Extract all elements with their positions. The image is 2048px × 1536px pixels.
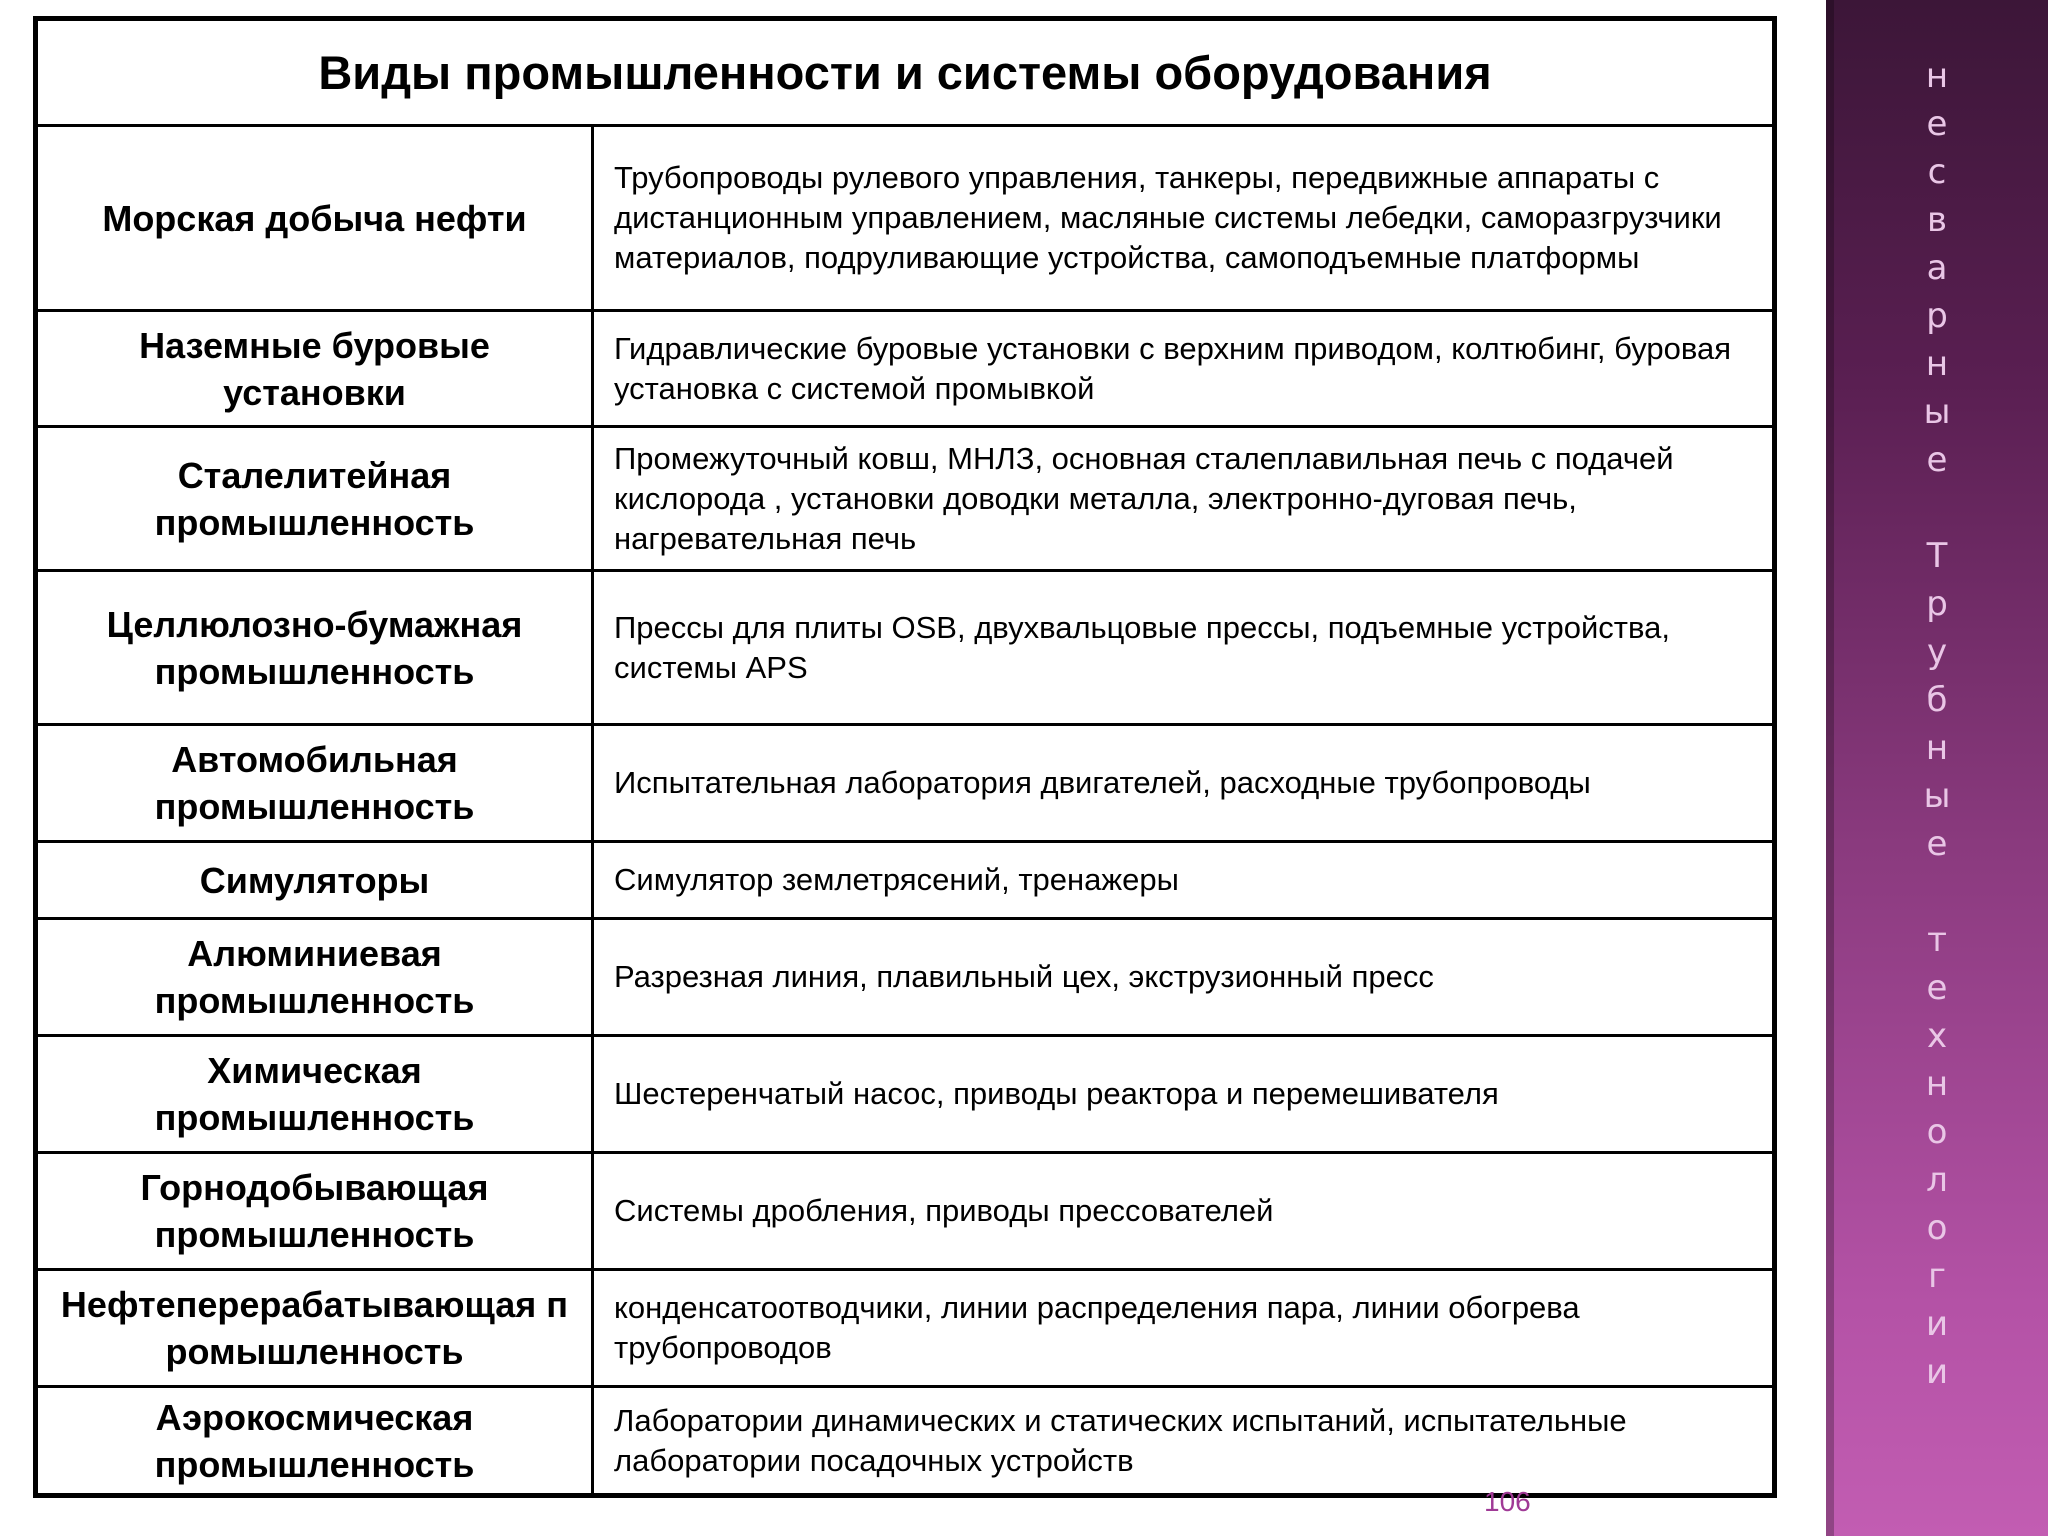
page-number: 106 — [1484, 1486, 1531, 1517]
industry-cell: Морская добыча нефти — [38, 127, 594, 309]
table-row — [38, 1388, 1772, 1493]
table-row — [38, 1037, 1772, 1154]
equipment-cell: Гидравлические буровые установки с верхним приводом, колтюбинг, буровая установка с системой промывкой — [614, 330, 1732, 406]
vertical-caption-char: а — [1926, 248, 1948, 288]
industry-cell: Симуляторы — [38, 843, 594, 917]
vertical-caption-char: н — [1925, 1064, 1949, 1104]
vertical-caption-char: р — [1926, 296, 1948, 336]
vertical-caption — [1826, 52, 2048, 1396]
vertical-caption-char: л — [1926, 1160, 1948, 1200]
equipment-cell: Лаборатории динамических и статических испытаний, испытательные лаборатории посадочных устройств — [614, 1402, 1627, 1478]
industry-cell: Химическая промышленность — [38, 1037, 594, 1151]
vertical-caption-char: н — [1925, 728, 1949, 768]
equipment-cell: Системы дробления, приводы прессователей — [614, 1193, 1274, 1228]
vertical-caption-char: е — [1926, 968, 1948, 1008]
table-row — [38, 572, 1772, 726]
vertical-caption-char: в — [1926, 200, 1948, 240]
side-panel — [1826, 0, 2048, 1536]
equipment-cell: конденсатоотводчики, линии распределения пара, линии обогрева трубопроводов — [614, 1290, 1580, 1365]
vertical-caption-char: е — [1926, 824, 1948, 864]
vertical-caption-char: с — [1927, 152, 1947, 192]
industry-cell: Автомобильная промышленность — [38, 726, 594, 840]
equipment-cell: Шестеренчатый насос, приводы реактора и перемешивателя — [614, 1076, 1499, 1111]
vertical-caption-char: е — [1926, 104, 1948, 144]
vertical-caption-char: и — [1925, 1352, 1949, 1392]
vertical-caption-char: ы — [1923, 776, 1951, 816]
industry-cell: Целлюлозно-бумажная промышленность — [38, 572, 594, 723]
table-row — [38, 843, 1772, 920]
table-row — [38, 1154, 1772, 1271]
industry-cell: Горнодобывающая промышленность — [38, 1154, 594, 1268]
table-title: Виды промышленности и системы оборудования — [38, 21, 1772, 127]
vertical-caption-char: о — [1926, 1208, 1948, 1248]
table-row — [38, 127, 1772, 312]
vertical-caption-char: е — [1926, 440, 1948, 480]
industry-cell: Наземные буровые установки — [38, 312, 594, 425]
equipment-cell: Симулятор землетрясений, тренажеры — [614, 862, 1179, 897]
industry-cell: Аэрокосмическая промышленность — [38, 1388, 594, 1493]
vertical-caption-char — [1932, 484, 1943, 532]
vertical-caption-char: б — [1926, 680, 1948, 720]
table-row — [38, 428, 1772, 572]
table-row — [38, 312, 1772, 428]
vertical-caption-char: н — [1925, 56, 1949, 96]
vertical-caption-char — [1932, 868, 1943, 916]
equipment-cell: Испытательная лаборатория двигателей, расходные трубопроводы — [614, 765, 1591, 800]
equipment-cell: Разрезная линия, плавильный цех, экструзионный пресс — [614, 959, 1434, 994]
vertical-caption-char: т — [1927, 920, 1947, 960]
vertical-caption-char: Т — [1926, 536, 1948, 576]
industry-cell: Нефтеперерабатывающая промышленность — [38, 1271, 594, 1385]
vertical-caption-char: у — [1926, 632, 1948, 672]
table-row — [38, 726, 1772, 843]
industry-cell: Алюминиевая промышленность — [38, 920, 594, 1034]
vertical-caption-char: р — [1926, 584, 1948, 624]
equipment-cell: Промежуточный ковш, МНЛЗ, основная сталеплавильная печь с подачей кислорода , установки доводки металла, электронно-дуговая печь, нагревательная печь — [614, 440, 1674, 556]
vertical-caption-char: о — [1926, 1112, 1948, 1152]
industry-equipment-table — [33, 16, 1777, 1498]
table-row — [38, 920, 1772, 1037]
vertical-caption-char: н — [1925, 344, 1949, 384]
vertical-caption-char: х — [1926, 1016, 1948, 1056]
vertical-caption-char: ы — [1923, 392, 1951, 432]
vertical-caption-char: г — [1928, 1256, 1946, 1296]
equipment-cell: Прессы для плиты OSB, двухвальцовые прессы, подъемные устройства, системы APS — [614, 609, 1670, 685]
vertical-caption-char: и — [1925, 1304, 1949, 1344]
industry-cell: Сталелитейная промышленность — [38, 428, 594, 569]
equipment-cell: Трубопроводы рулевого управления, танкеры, передвижные аппараты с дистанционным управлением, масляные системы лебедки, саморазгрузчики материалов, подруливающие устройства, самоподъемные платформы — [614, 160, 1722, 275]
table-row — [38, 1271, 1772, 1388]
